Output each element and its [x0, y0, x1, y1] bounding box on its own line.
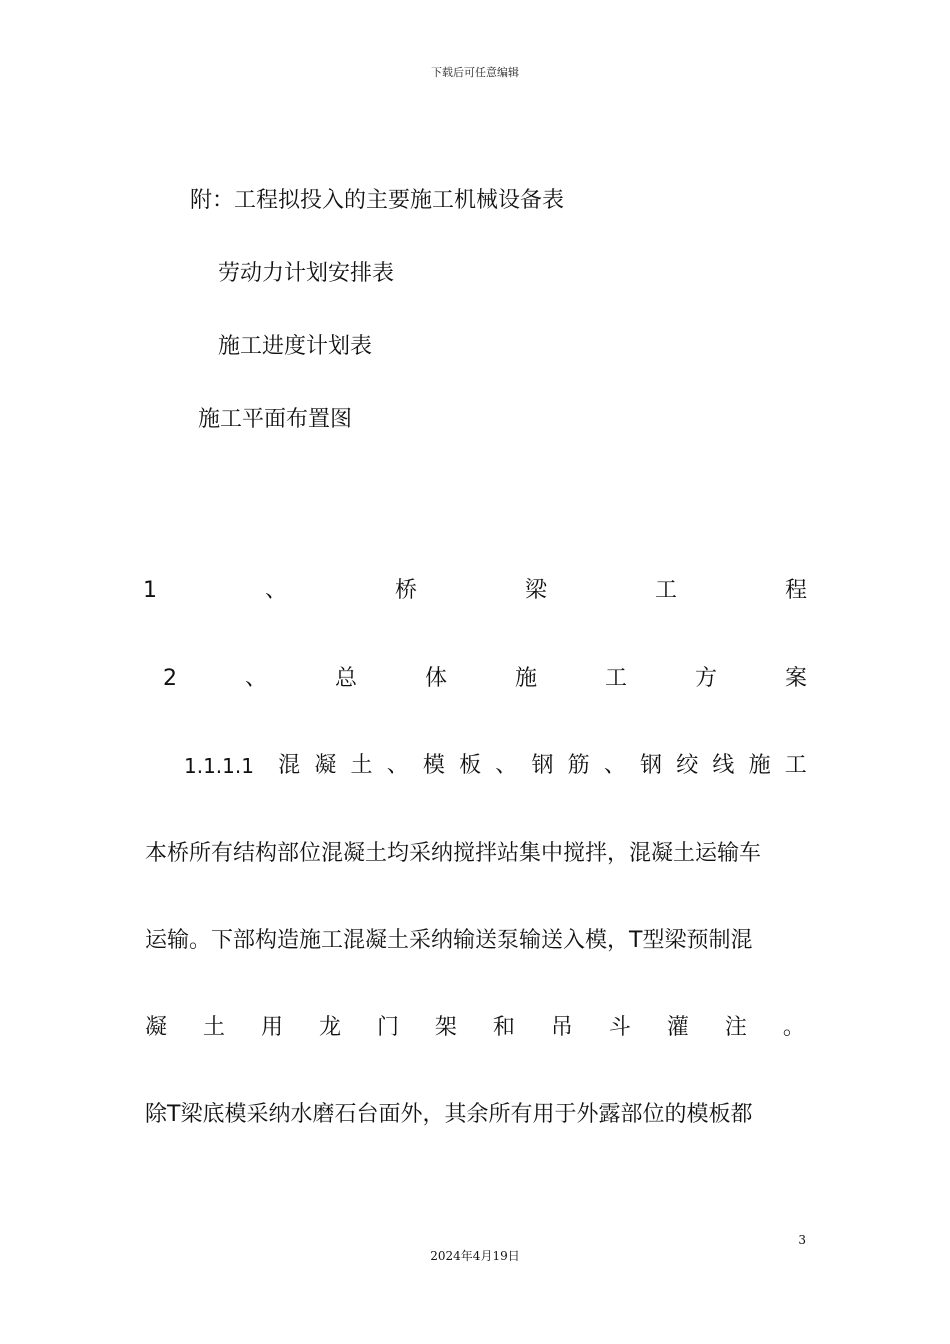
heading-concrete-formwork: [184, 751, 807, 781]
appendix-item-site-layout: 施工平面布置图: [198, 407, 353, 432]
heading-char: 、: [386, 753, 409, 778]
heading-char: 绞: [676, 753, 699, 778]
heading-bridge-works: [143, 576, 807, 606]
heading-char: 工: [604, 666, 627, 691]
heading-char: 程: [784, 578, 807, 603]
heading-char: 、: [244, 666, 267, 691]
heading-general-plan: [163, 664, 807, 694]
page-header-note: 下载后可任意编辑: [431, 66, 519, 79]
body-char: 门: [376, 1015, 399, 1040]
body-char: 架: [434, 1015, 457, 1040]
page-footer-date: 2024年4月19日: [430, 1249, 520, 1263]
heading-char: 模: [422, 753, 445, 778]
body-line-4: 除T梁底模采纳水磨石台面外，其余所有用于外露部位的模板都: [145, 1102, 753, 1127]
body-line-3: [145, 1013, 805, 1043]
heading-number: 1.1.1.1: [184, 754, 254, 778]
heading-char: 筋: [567, 753, 590, 778]
heading-char: 1: [143, 578, 157, 603]
heading-char: 凝: [314, 753, 337, 778]
heading-char: 钢: [531, 753, 554, 778]
appendix-item-labor-plan: 劳动力计划安排表: [218, 261, 395, 286]
appendix-title: 附：工程拟投入的主要施工机械设备表: [190, 188, 565, 213]
body-char: 灌: [666, 1015, 689, 1040]
body-char: 斗: [608, 1015, 631, 1040]
body-line-2: 运输。下部构造施工混凝土采纳输送泵输送入模，T型梁预制混: [145, 928, 753, 953]
heading-char: 桥: [394, 578, 417, 603]
appendix-item-schedule: 施工进度计划表: [218, 334, 373, 359]
body-char: 。: [782, 1015, 805, 1040]
heading-char: 、: [603, 753, 626, 778]
body-char: 用: [260, 1015, 283, 1040]
body-char: 凝: [145, 1015, 168, 1040]
heading-char: 、: [495, 753, 518, 778]
body-char: 吊: [550, 1015, 573, 1040]
heading-char: 板: [459, 753, 482, 778]
heading-char: 工: [784, 753, 807, 778]
heading-char: 施: [748, 753, 771, 778]
body-char: 和: [492, 1015, 515, 1040]
body-char: 龙: [318, 1015, 341, 1040]
body-char: 注: [724, 1015, 747, 1040]
body-char: 土: [202, 1015, 225, 1040]
heading-char: 钢: [640, 753, 663, 778]
heading-char: 梁: [524, 578, 547, 603]
heading-char: 土: [350, 753, 373, 778]
heading-char: 混: [278, 753, 301, 778]
heading-char: 、: [264, 578, 287, 603]
heading-char: 2: [163, 666, 177, 691]
heading-char: 总: [334, 666, 357, 691]
body-line-1: 本桥所有结构部位混凝土均采纳搅拌站集中搅拌，混凝土运输车: [145, 841, 762, 866]
page-number: 3: [798, 1233, 806, 1247]
heading-char: 体: [424, 666, 447, 691]
heading-char: 方: [694, 666, 717, 691]
heading-char: 案: [784, 666, 807, 691]
heading-char: 线: [712, 753, 735, 778]
heading-char: 工: [654, 578, 677, 603]
heading-char: 施: [514, 666, 537, 691]
